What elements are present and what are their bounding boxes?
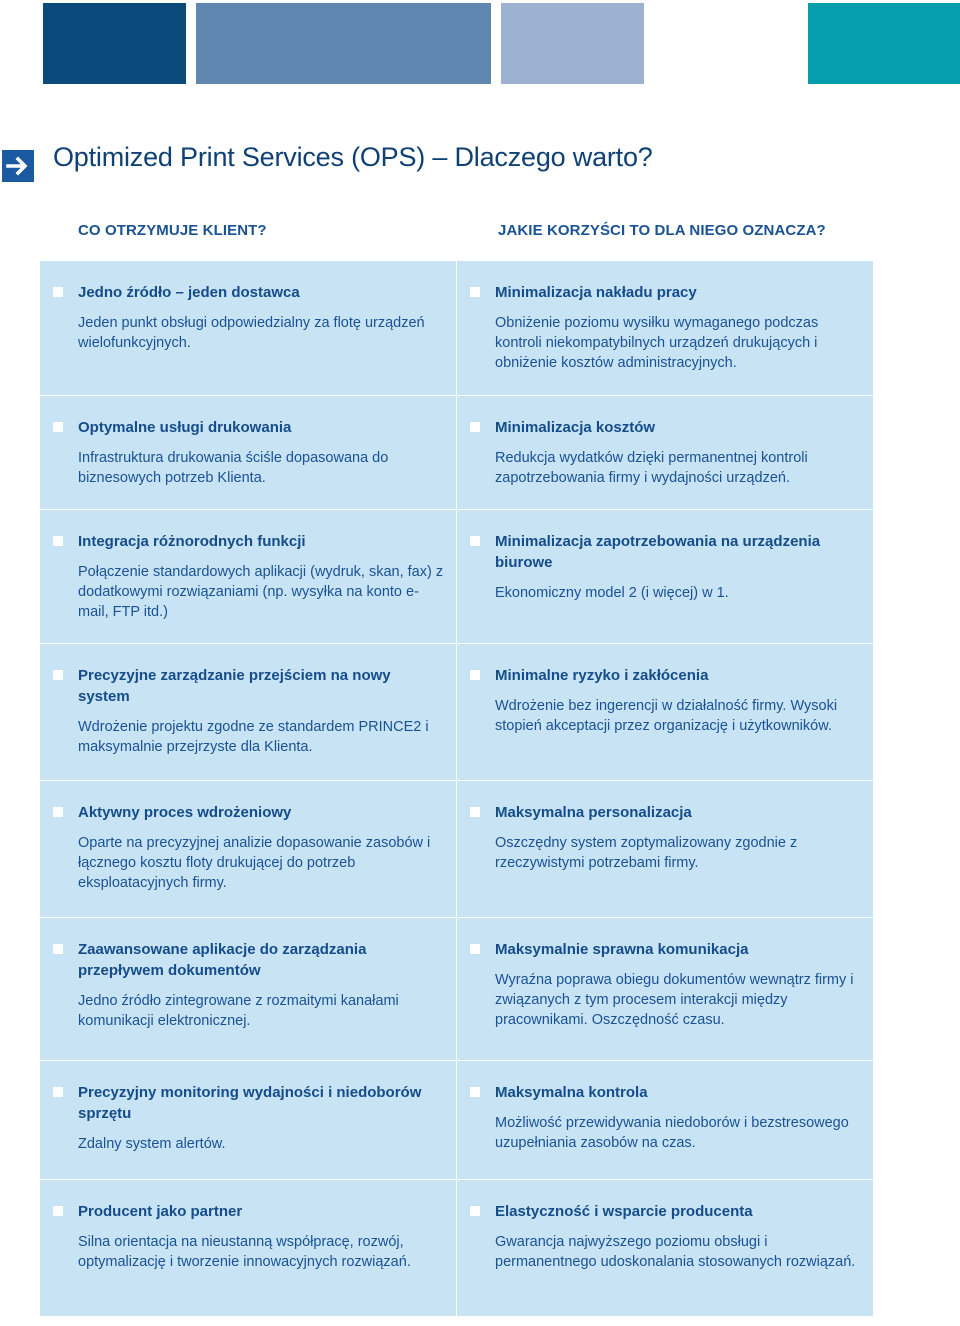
bullet-square-icon: [470, 944, 480, 954]
cell-title: Maksymalnie sprawna komunikacja: [495, 941, 749, 958]
arrow-right-icon: [2, 150, 34, 182]
table-cell-offer: [40, 510, 456, 643]
cell-title: Integracja różnorodnych funkcji: [78, 533, 306, 550]
bullet-square-icon: [470, 1087, 480, 1097]
cell-text: Redukcja wydatków dzięki permanentnej kontroli zapotrzebowania firmy i wydajności urządzeń.: [495, 450, 808, 486]
bullet-square-icon: [53, 1206, 63, 1216]
header-color-block: [43, 3, 186, 84]
header-color-block: [196, 3, 491, 84]
cell-text: Połączenie standardowych aplikacji (wydruk, skan, fax) z dodatkowymi rozwiązaniami (np. wysyłka na konto e-mail, FTP itd.): [78, 564, 444, 620]
header-color-block: [501, 3, 644, 84]
bullet-square-icon: [470, 287, 480, 297]
cell-text: Ekonomiczny model 2 (i więcej) w 1.: [495, 585, 729, 601]
column-heading-benefits: JAKIE KORZYŚCI TO DLA NIEGO OZNACZA?: [498, 222, 826, 239]
cell-title: Elastyczność i wsparcie producenta: [495, 1203, 753, 1220]
table-cell-offer: [40, 644, 456, 780]
cell-title: Minimalne ryzyko i zakłócenia: [495, 667, 709, 684]
page-title: Optimized Print Services (OPS) – Dlaczego warto?: [53, 142, 653, 172]
cell-text: Oszczędny system zoptymalizowany zgodnie z rzeczywistymi potrzebami firmy.: [495, 835, 798, 871]
cell-text: Oparte na precyzyjnej analizie dopasowanie zasobów i łącznego kosztu floty drukującej do potrzeb eksploatacyjnych firmy.: [78, 835, 431, 891]
table-cell-offer: [40, 781, 456, 917]
benefits-table: [40, 261, 873, 1316]
cell-text: Wdrożenie projektu zgodne ze standardem PRINCE2 i maksymalnie przejrzyste dla Klienta.: [78, 719, 429, 755]
cell-title: Aktywny proces wdrożeniowy: [78, 804, 292, 821]
cell-text: Wdrożenie bez ingerencji w działalność firmy. Wysoki stopień akceptacji przez organizację i użytkowników.: [495, 698, 838, 734]
column-heading-client-gets: CO OTRZYMUJE KLIENT?: [78, 222, 267, 239]
table-cell-benefit: [457, 510, 873, 643]
cell-title: Minimalizacja nakładu pracy: [495, 284, 697, 301]
bullet-square-icon: [53, 944, 63, 954]
bullet-square-icon: [53, 287, 63, 297]
cell-text: Jedno źródło zintegrowane z rozmaitymi kanałami komunikacji elektronicznej.: [78, 993, 399, 1029]
cell-title: Optymalne usługi drukowania: [78, 419, 292, 436]
bullet-square-icon: [53, 536, 63, 546]
cell-title: Maksymalna kontrola: [495, 1084, 648, 1101]
cell-title: Minimalizacja zapotrzebowania na urządzenia biurowe: [495, 533, 821, 571]
table-cell-benefit: [457, 261, 873, 395]
cell-text: Obniżenie poziomu wysiłku wymaganego podczas kontroli niekompatybilnych urządzeń drukujących i obniżenie kosztów administracyjnych.: [495, 315, 819, 371]
table-cell-offer: [40, 918, 456, 1060]
table-cell-benefit: [457, 644, 873, 780]
bullet-square-icon: [53, 807, 63, 817]
cell-text: Jeden punkt obsługi odpowiedzialny za flotę urządzeń wielofunkcyjnych.: [78, 315, 425, 351]
table-cell-offer: [40, 1180, 456, 1316]
cell-title: Precyzyjny monitoring wydajności i niedoborów sprzętu: [78, 1084, 422, 1122]
table-cell-benefit: [457, 781, 873, 917]
table-cell-offer: [40, 261, 456, 395]
cell-text: Zdalny system alertów.: [78, 1136, 226, 1152]
bullet-square-icon: [470, 1206, 480, 1216]
table-cell-offer: [40, 396, 456, 509]
cell-text: Infrastruktura drukowania ściśle dopasowana do biznesowych potrzeb Klienta.: [78, 450, 389, 486]
bullet-square-icon: [53, 670, 63, 680]
bullet-square-icon: [53, 1087, 63, 1097]
table-cell-benefit: [457, 1061, 873, 1179]
table-cell-offer: [40, 1061, 456, 1179]
bullet-square-icon: [53, 422, 63, 432]
bullet-square-icon: [470, 536, 480, 546]
cell-title: Precyzyjne zarządzanie przejściem na nowy system: [78, 667, 391, 705]
cell-title: Maksymalna personalizacja: [495, 804, 692, 821]
cell-text: Gwarancja najwyższego poziomu obsługi i permanentnego udoskonalania stosowanych rozwiązań.: [495, 1234, 856, 1270]
cell-title: Zaawansowane aplikacje do zarządzania przepływem dokumentów: [78, 941, 367, 979]
table-cell-benefit: [457, 918, 873, 1060]
bullet-square-icon: [470, 422, 480, 432]
table-cell-benefit: [457, 1180, 873, 1316]
cell-title: Producent jako partner: [78, 1203, 243, 1220]
bullet-square-icon: [470, 670, 480, 680]
cell-text: Możliwość przewidywania niedoborów i bezstresowego uzupełniania zasobów na czas.: [495, 1115, 849, 1151]
cell-title: Minimalizacja kosztów: [495, 419, 656, 436]
cell-title: Jedno źródło – jeden dostawca: [78, 284, 300, 301]
cell-text: Wyraźna poprawa obiegu dokumentów wewnątrz firmy i związanych z tym procesem interakcji między pracownikami. Oszczędność czasu.: [495, 972, 854, 1028]
header-color-block: [808, 3, 960, 84]
cell-text: Silna orientacja na nieustanną współpracę, rozwój, optymalizację i tworzenie innowacyjnych rozwiązań.: [78, 1234, 411, 1270]
table-cell-benefit: [457, 396, 873, 509]
bullet-square-icon: [470, 807, 480, 817]
